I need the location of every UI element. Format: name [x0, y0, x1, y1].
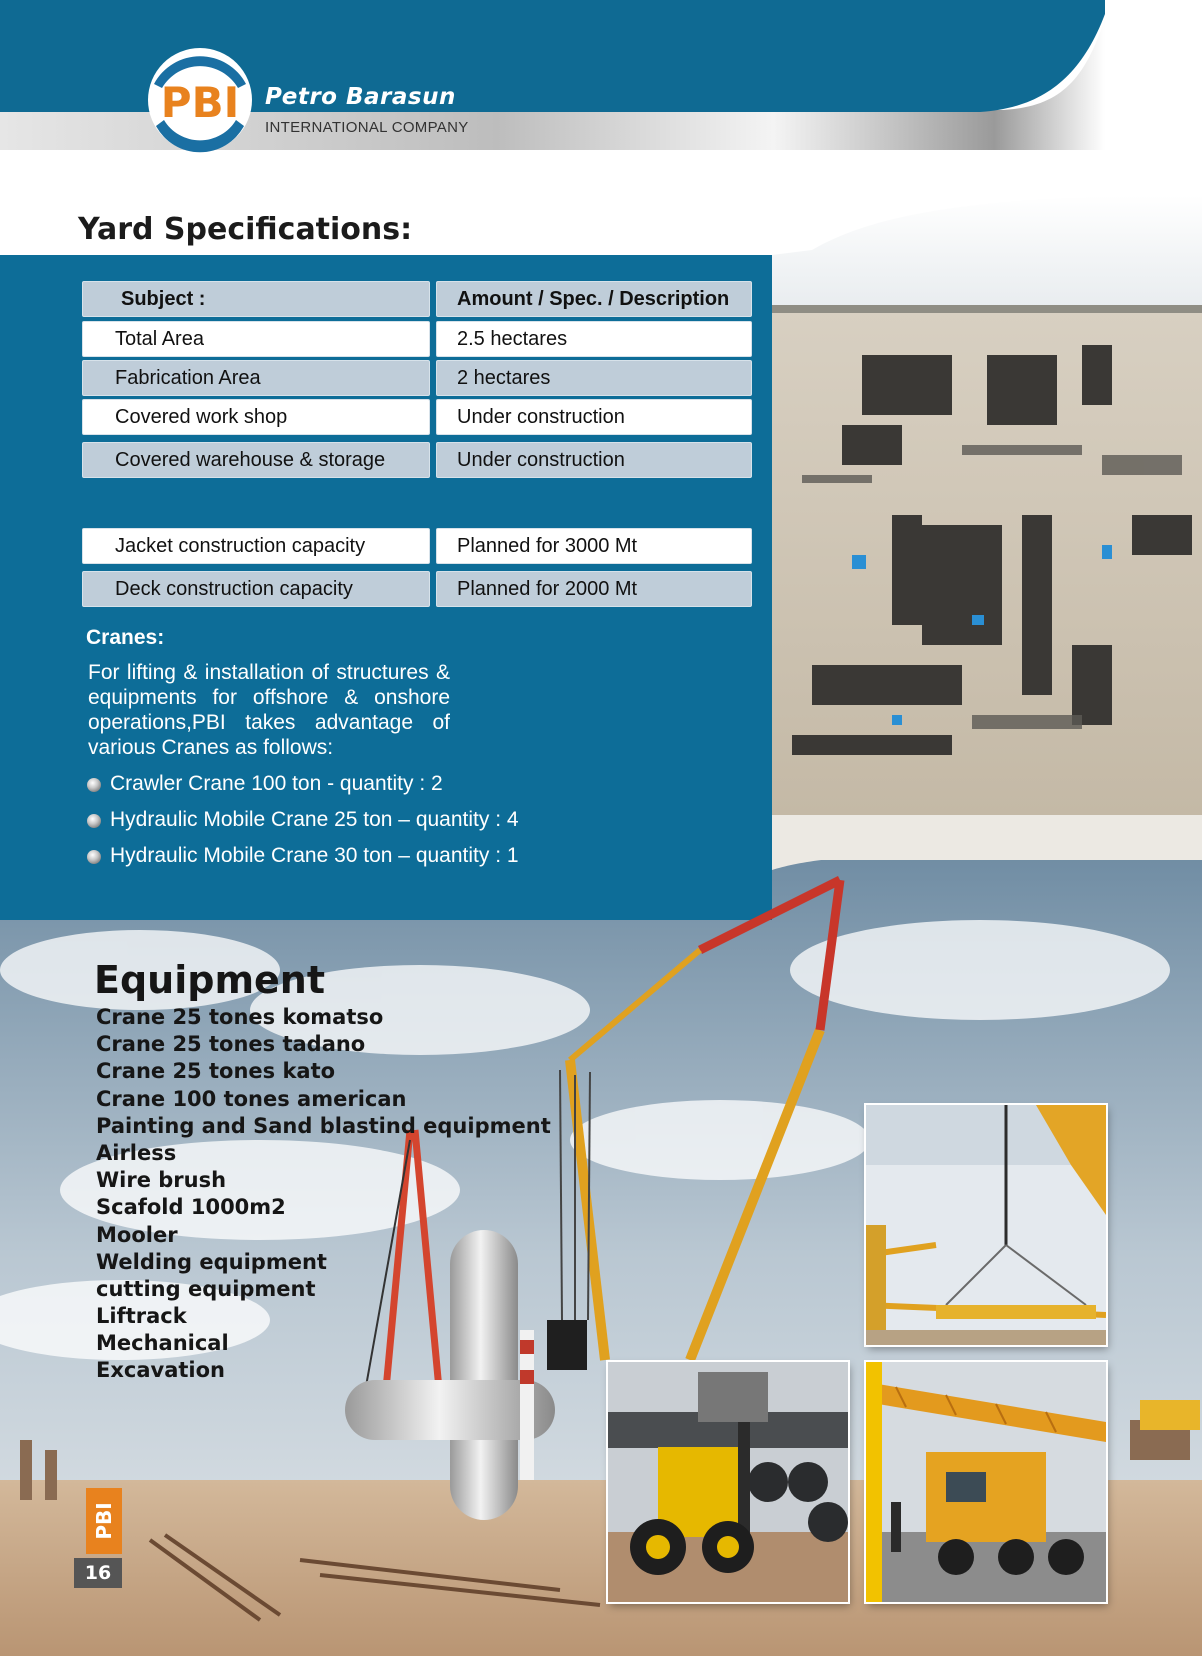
table-cell: 2.5 hectares	[436, 321, 752, 357]
list-item: Painting and Sand blastind equipment	[96, 1113, 551, 1138]
table-cell: Planned for 3000 Mt	[436, 528, 752, 564]
pbi-tag-text: PBI	[92, 1502, 116, 1540]
list-item: Liftrack	[96, 1304, 187, 1329]
list-item	[86, 770, 519, 806]
yard-aerial-photo	[772, 195, 1202, 920]
table-row	[82, 571, 752, 607]
crane-lift-photo	[866, 1105, 1106, 1345]
list-item: Airless	[96, 1140, 177, 1165]
crane-item-text: Hydraulic Mobile Crane 30 ton – quantity : 1	[110, 844, 519, 867]
list-item: Excavation	[96, 1358, 225, 1383]
crane-item-text: Hydraulic Mobile Crane 25 ton – quantity : 4	[110, 808, 519, 831]
brand-name: Petro Barasun	[265, 84, 456, 110]
table-row	[82, 360, 752, 396]
list-item	[86, 806, 519, 842]
pbi-logo	[146, 44, 254, 156]
forklift-photo	[608, 1362, 848, 1602]
list-item: Wire brush	[96, 1168, 227, 1193]
list-item: Crane 25 tones tadano	[96, 1032, 366, 1057]
table-header-row	[82, 281, 752, 317]
equipment-title: Equipment	[94, 958, 326, 1002]
list-item: Welding equipment	[96, 1249, 327, 1274]
bullet-icon	[87, 814, 101, 828]
table-cell: Planned for 2000 Mt	[436, 571, 752, 607]
table-cell: Under construction	[436, 442, 752, 478]
table-cell: Fabrication Area	[82, 360, 430, 396]
table-cell: Jacket construction capacity	[82, 528, 430, 564]
yard-section-title: Yard Specifications:	[78, 212, 413, 247]
list-item: Crane 100 tones american	[96, 1086, 407, 1111]
table-row	[82, 321, 752, 357]
table-row	[82, 528, 752, 564]
table-cell: Under construction	[436, 399, 752, 435]
list-item: cutting equipment	[96, 1276, 316, 1301]
table-cell: Covered work shop	[82, 399, 430, 435]
mobile-crane-photo	[866, 1362, 1106, 1602]
table-cell: Total Area	[82, 321, 430, 357]
brand-subtitle: INTERNATIONAL COMPANY	[265, 119, 469, 136]
table-cell: Deck construction capacity	[82, 571, 430, 607]
logo-text: PBI	[160, 78, 240, 127]
header-description: Amount / Spec. / Description	[436, 281, 752, 317]
cranes-intro: For lifting & installation of structures & equipments for offshore & onshore operations,PBI takes advantage of various Cranes as follows:	[88, 661, 450, 759]
list-item: Scafold 1000m2	[96, 1195, 286, 1220]
list-item: Crane 25 tones komatso	[96, 1005, 384, 1029]
header-subject: Subject :	[82, 281, 430, 317]
table-cell: Covered warehouse & storage	[82, 442, 430, 478]
page-number: 16	[74, 1558, 122, 1588]
bullet-icon	[87, 778, 101, 792]
pbi-side-tag	[86, 1488, 122, 1554]
table-cell: 2 hectares	[436, 360, 752, 396]
table-row	[82, 442, 752, 478]
list-item: Mooler	[96, 1222, 178, 1247]
list-item: Crane 25 tones kato	[96, 1059, 336, 1084]
list-item: Mechanical	[96, 1331, 229, 1356]
equipment-list	[96, 1004, 551, 1385]
table-row	[82, 399, 752, 435]
cranes-title: Cranes:	[86, 626, 165, 649]
crane-item-text: Crawler Crane 100 ton - quantity : 2	[110, 772, 443, 795]
